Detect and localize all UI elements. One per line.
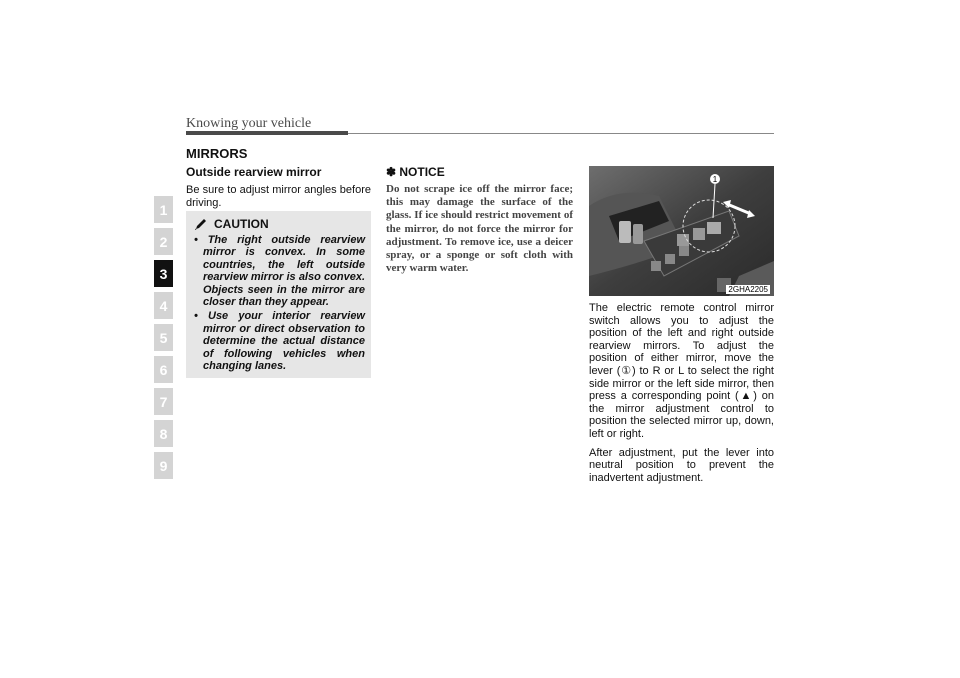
chapter-tab-3[interactable]: 3 (154, 260, 173, 287)
door-panel-illustration (589, 166, 774, 296)
caution-item-2: • Use your interior rearview mirror or direct observation to determine the actual distance of following vehicles when changing lanes. (194, 310, 365, 373)
intro-text: Be sure to adjust mirror angles before driving. (186, 184, 371, 209)
chapter-tab-7[interactable]: 7 (154, 388, 173, 415)
caution-list (194, 234, 365, 372)
mirror-switch-description (589, 302, 774, 490)
page-header-title: Knowing your vehicle (186, 116, 312, 131)
notice-title: ✽ NOTICE (386, 165, 445, 179)
chapter-tabs (154, 196, 173, 484)
chapter-tab-1[interactable]: 1 (154, 196, 173, 223)
chapter-tab-2[interactable]: 2 (154, 228, 173, 255)
chapter-tab-5[interactable]: 5 (154, 324, 173, 351)
callout-number: 1 (712, 175, 718, 184)
chapter-tab-6[interactable]: 6 (154, 356, 173, 383)
header-rule-thick (186, 131, 348, 135)
chapter-tab-4[interactable]: 4 (154, 292, 173, 319)
chapter-tab-9[interactable]: 9 (154, 452, 173, 479)
section-title: MIRRORS (186, 146, 248, 161)
description-paragraph-1: The electric remote control mirror switch allows you to adjust the position of the left and right outside rearview mirrors. To adjust the position of either mirror, move the lever (①) to R or L to select the right side mirror or the left side mirror, then press a corresponding point (▲) on the mirror adjustment control to position the selected mirror up, down, left or right. (589, 302, 774, 440)
subsection-title: Outside rearview mirror (186, 165, 322, 179)
mirror-switch-photo (589, 166, 774, 296)
caution-header (194, 217, 365, 231)
notice-text: Do not scrape ice off the mirror face; this may damage the surface of the glass. If ice should restrict movement of the mirror, do not force the mirror for adjustment. To remove ice, use a deicer spray, or a sponge or soft cloth with very warm water. (386, 183, 573, 275)
pencil-icon (194, 217, 208, 231)
caution-box (186, 211, 371, 378)
caution-item-1: • The right outside rearview mirror is convex. In some countries, the left outside rearview mirror is also convex. Objects seen in the mirror are closer than they appear. (194, 234, 365, 309)
description-paragraph-2: After adjustment, put the lever into neutral position to prevent the inadvertent adjustment. (589, 446, 774, 484)
figure-code: 2GHA2205 (728, 285, 768, 294)
caution-label: CAUTION (214, 217, 269, 231)
header-rule-thin (348, 133, 774, 134)
chapter-tab-8[interactable]: 8 (154, 420, 173, 447)
